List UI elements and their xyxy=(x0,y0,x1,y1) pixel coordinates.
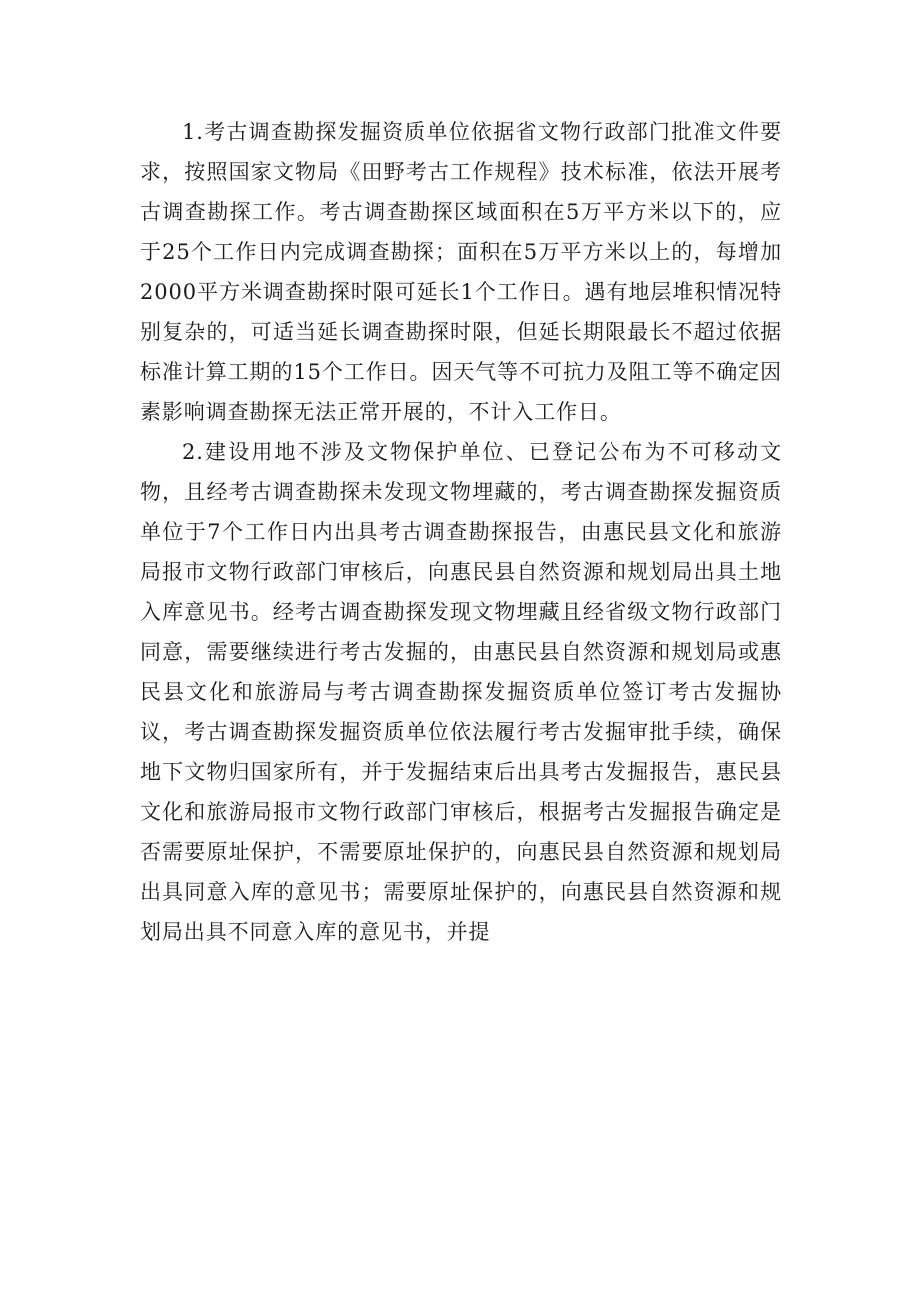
paragraph-1: 1.考古调查勘探发掘资质单位依据省文物行政部门批准文件要求，按照国家文物局《田野考古工作规程》技术标准，依法开展考古调查勘探工作。考古调查勘探区域面积在5万平方米以下的，应于25个工作日内完成调查勘探；面积在5万平方米以上的，每增加2000平方米调查勘探时限可延长1个工作日。遇有地层堆积情况特别复杂的，可适当延长调查勘探时限，但延长期限最长不超过依据标准计算工期的15个工作日。因天气等不可抗力及阻工等不确定因素影响调查勘探无法正常开展的，不计入工作日。 xyxy=(140,120,782,424)
paragraph-2: 2.建设用地不涉及文物保护单位、已登记公布为不可移动文物，且经考古调查勘探未发现文物埋藏的，考古调查勘探发掘资质单位于7个工作日内出具考古调查勘探报告，由惠民县文化和旅游局报市文物行政部门审核后，向惠民县自然资源和规划局出具土地入库意见书。经考古调查勘探发现文物埋藏且经省级文物行政部门同意，需要继续进行考古发掘的，由惠民县自然资源和规划局或惠民县文化和旅游局与考古调查勘探发掘资质单位签订考古发掘协议，考古调查勘探发掘资质单位依法履行考古发掘审批手续，确保地下文物归国家所有，并于发掘结束后出具考古发掘报告，惠民县文化和旅游局报市文物行政部门审核后，根据考古发掘报告确定是否需要原址保护，不需要原址保护的，向惠民县自然资源和规划局出具同意入库的意见书；需要原址保护的，向惠民县自然资源和规划局出具不同意入库的意见书，并提 xyxy=(140,440,782,944)
document-page xyxy=(140,112,782,952)
